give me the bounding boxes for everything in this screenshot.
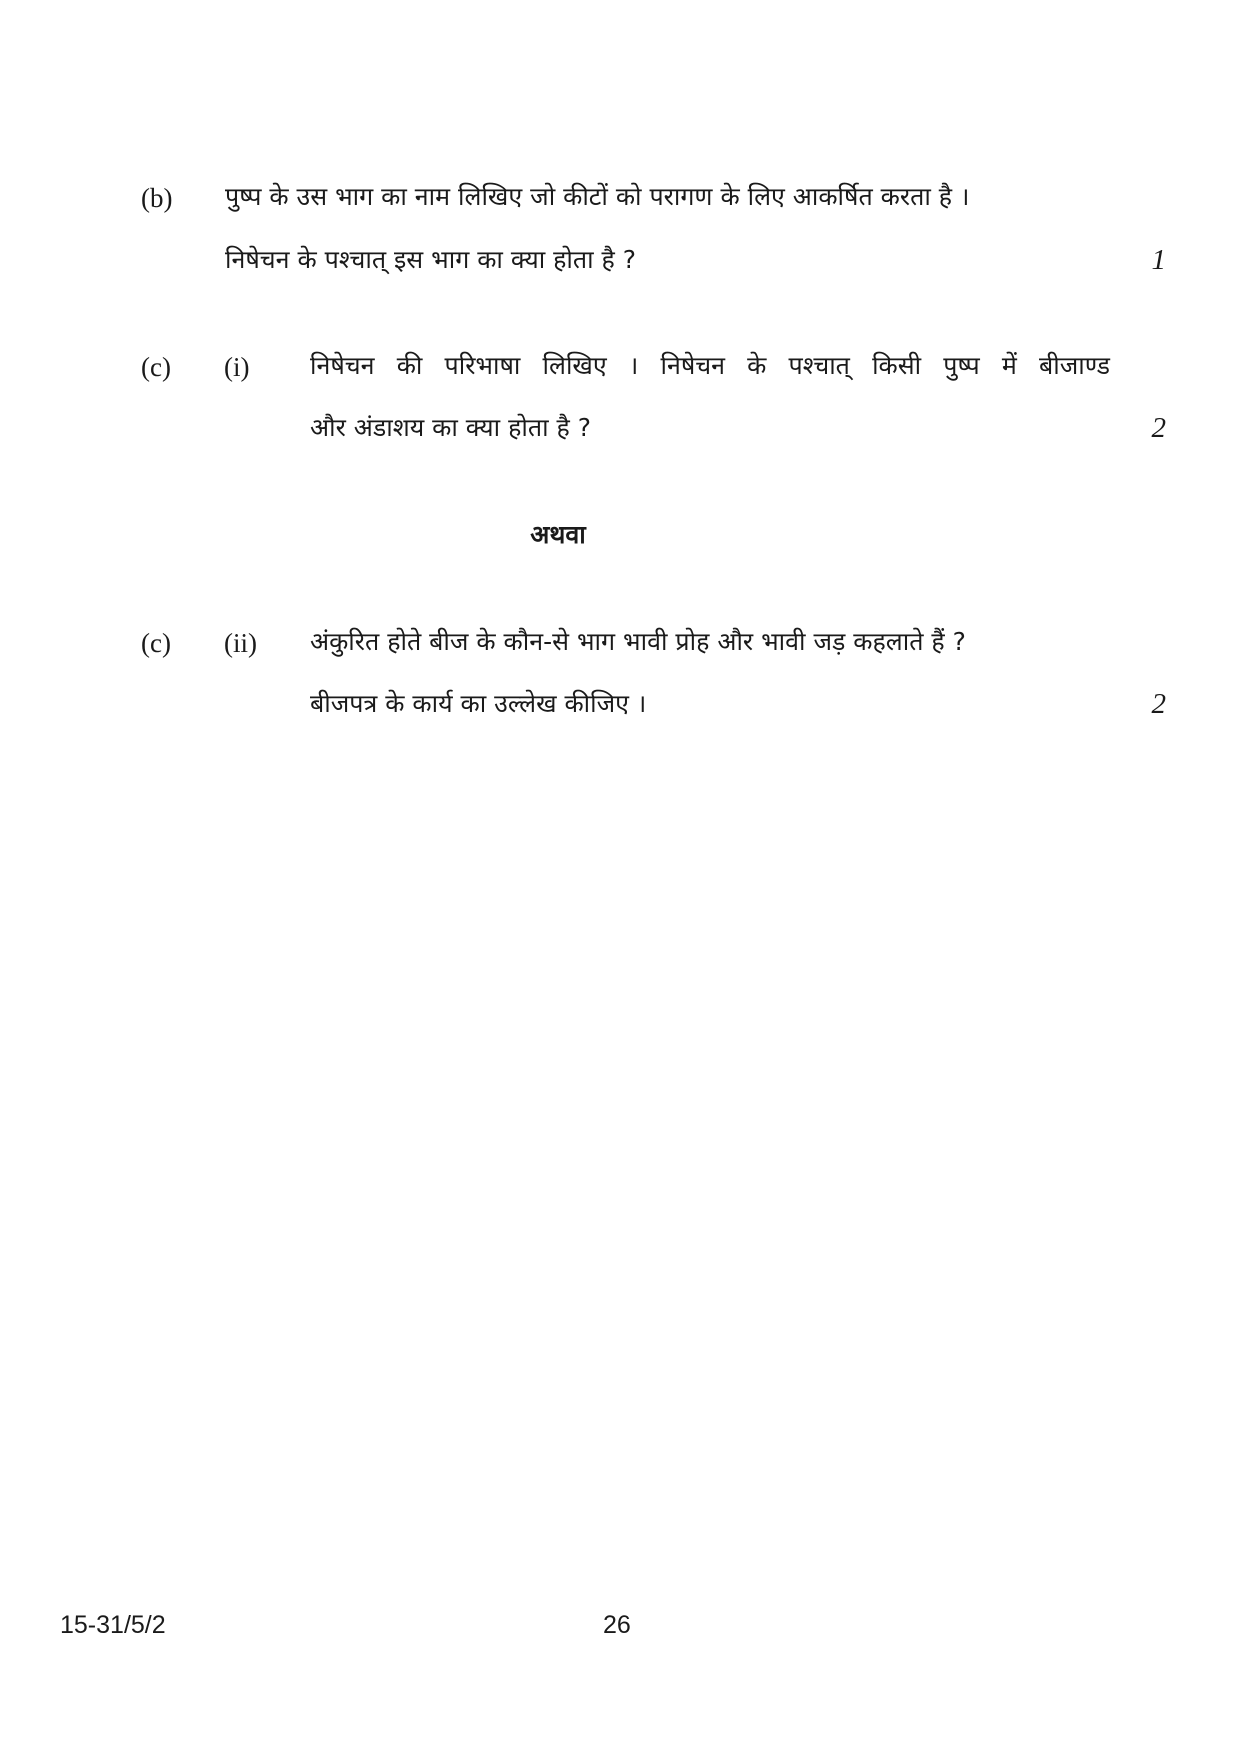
question-c-i-line-1: निषेचन की परिभाषा लिखिए । निषेचन के पश्चात् किसी पुष्प में बीजाण्ड (310, 351, 1110, 380)
question-c-i-label: (c) (141, 352, 171, 382)
question-c-ii-sublabel: (ii) (224, 628, 257, 658)
question-b-line-1: पुष्प के उस भाग का नाम लिखिए जो कीटों को परागण के लिए आकर्षित करता है । (225, 182, 970, 211)
question-c-ii-marks: 2 (1151, 688, 1166, 720)
question-c-i-marks: 2 (1151, 412, 1166, 444)
question-c-ii-line-2: बीजपत्र के कार्य का उल्लेख कीजिए । (310, 689, 647, 718)
or-heading: अथवा (530, 520, 586, 549)
question-b-marks: 1 (1151, 244, 1166, 276)
question-c-ii-label: (c) (141, 628, 171, 658)
paper-code: 15-31/5/2 (60, 1611, 166, 1639)
question-b-label: (b) (141, 183, 173, 213)
question-c-i-sublabel: (i) (224, 352, 250, 382)
question-c-i-line-2: और अंडाशय का क्या होता है ? (310, 413, 591, 442)
page-number: 26 (603, 1611, 631, 1639)
question-b-line-2: निषेचन के पश्चात् इस भाग का क्या होता है ? (225, 245, 637, 274)
question-c-ii-line-1: अंकुरित होते बीज के कौन-से भाग भावी प्रोह और भावी जड़ कहलाते हैं ? (310, 627, 966, 656)
